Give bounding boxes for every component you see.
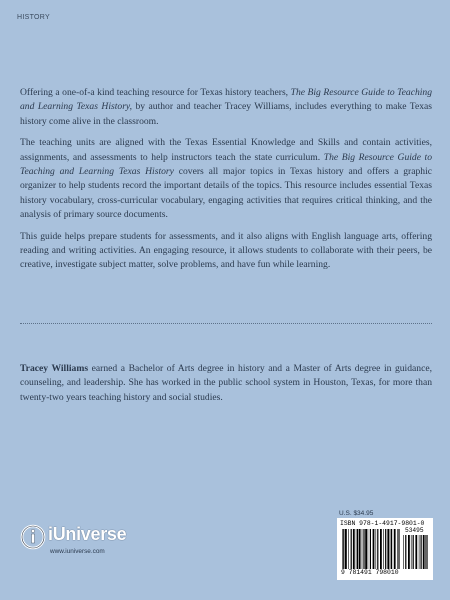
barcode-bar bbox=[351, 529, 352, 569]
barcode-bar bbox=[391, 529, 392, 569]
barcode-bar bbox=[411, 535, 412, 569]
barcode-bar bbox=[423, 535, 425, 569]
price-label: U.S. $34.95 bbox=[339, 510, 374, 517]
description-paragraph-2: The teaching units are aligned with the Texas Essential Knowledge and Skills and contain activities, assignments, and assessments to help instructors teach the state curriculum. The Big Resource Guide to Teaching and Learning Texas History covers all major topics in Texas history and offers a graphic organizer to help students record the important details of the topics. This resource includes essential Texas history vocabulary, cross-curricular vocabulary, engaging activities that requires critical thinking, and the analysis of primary source documents. bbox=[20, 137, 432, 221]
barcode-bar bbox=[353, 529, 355, 569]
barcode-bar bbox=[376, 529, 377, 569]
barcode-bar bbox=[385, 529, 386, 569]
barcode-bar bbox=[421, 535, 422, 569]
description-paragraph-3: This guide helps prepare students for assessments, and it also aligns with English language arts, offering reading and writing activities. An engaging resource, it allows students to collaborate with their peers, be creative, investigate subject matter, solve problems, and have fun while learning. bbox=[20, 230, 432, 271]
isbn-label: ISBN 978-1-4917-9801-0 bbox=[340, 520, 425, 527]
barcode-bars bbox=[342, 529, 400, 569]
price-code: 53495 bbox=[405, 527, 424, 534]
book-title: The Big Resource Guide to Teaching and Learning Texas History, bbox=[20, 87, 433, 113]
barcode-number: 9 781491 798010 bbox=[341, 569, 399, 576]
barcode-bar bbox=[413, 535, 414, 569]
barcode-bar bbox=[394, 529, 396, 569]
barcode-bar bbox=[426, 535, 427, 569]
barcode-bar bbox=[425, 535, 426, 569]
author-name: Tracey Williams bbox=[20, 363, 89, 374]
barcode-bar bbox=[415, 535, 417, 569]
barcode-bar bbox=[342, 529, 343, 569]
barcode-bar bbox=[348, 529, 349, 569]
category-label: HISTORY bbox=[17, 14, 50, 21]
barcode-bar bbox=[387, 529, 389, 569]
divider bbox=[20, 323, 432, 324]
publisher-url: www.iuniverse.com bbox=[50, 548, 105, 555]
barcode-bar bbox=[380, 529, 382, 569]
barcode-bar bbox=[419, 535, 420, 569]
barcode-bar bbox=[397, 529, 398, 569]
description-paragraph-1: Offering a one-of-a kind teaching resource for Texas history teachers, The Big Resource Guide to Teaching and Learning Texas History, by author and teacher Tracey Williams, includes everything to make Texas history come alive in the classroom. bbox=[20, 87, 433, 127]
publisher-logo bbox=[20, 520, 140, 572]
barcode-bar bbox=[373, 529, 375, 569]
barcode-bar bbox=[363, 529, 364, 569]
barcode-bar bbox=[365, 529, 367, 569]
barcode-bar bbox=[368, 529, 369, 569]
publisher-logo-icon bbox=[20, 524, 46, 550]
barcode-bar bbox=[408, 535, 410, 569]
barcode-bar bbox=[362, 529, 363, 569]
price-barcode-bars bbox=[403, 535, 429, 569]
barcode-bar bbox=[390, 529, 391, 569]
barcode-bar bbox=[377, 529, 378, 569]
barcode-bar bbox=[343, 529, 344, 569]
author-bio: Tracey Williams earned a Bachelor of Arts degree in history and a Master of Arts degree in guidance, counseling, and leadership. She has worked in the public school system in Houston, Texas, for more than twenty-two years teaching history and social studies. bbox=[20, 363, 432, 403]
barcode bbox=[337, 518, 433, 580]
barcode-bar bbox=[357, 529, 358, 569]
book-description bbox=[20, 86, 432, 273]
barcode-bar bbox=[359, 529, 361, 569]
barcode-bar bbox=[405, 535, 406, 569]
barcode-bar bbox=[398, 529, 399, 569]
publisher-name: iUniverse bbox=[48, 524, 127, 544]
barcode-bar bbox=[370, 529, 371, 569]
book-title: The Big Resource Guide to Teaching and Learning Texas History bbox=[20, 151, 432, 178]
barcode-bar bbox=[383, 529, 384, 569]
barcode-bar bbox=[345, 529, 347, 569]
barcode-bar bbox=[356, 529, 357, 569]
barcode-bar bbox=[403, 535, 404, 569]
